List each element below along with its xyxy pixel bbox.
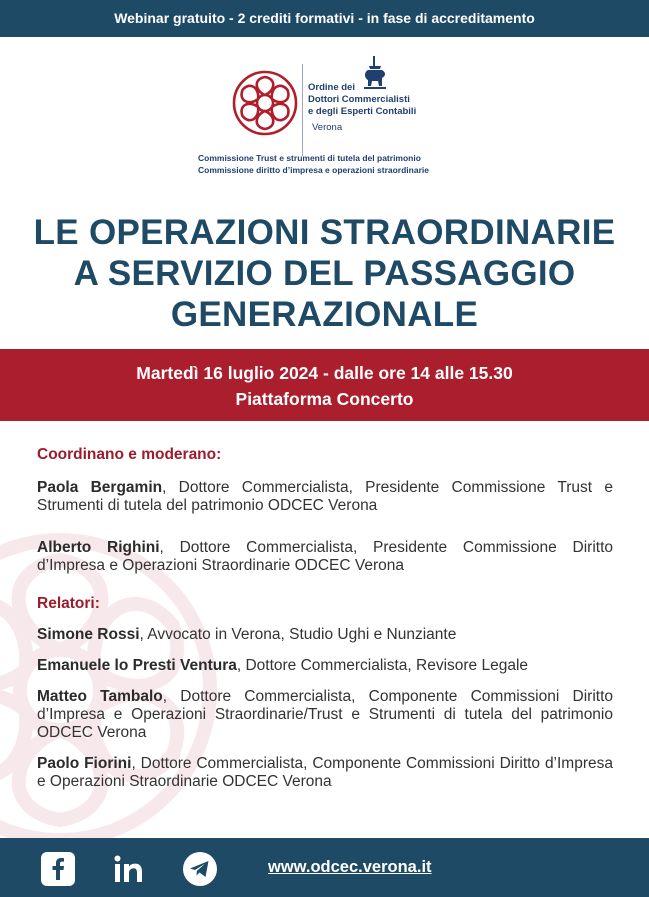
speakers-heading: Relatori:: [37, 595, 100, 612]
commission-line-2: Commissione diritto d’impresa e operazioni straordinarie: [198, 165, 429, 175]
speaker-entry: [37, 657, 613, 675]
commission-line-1: Commissione Trust e strumenti di tutela del patrimonio: [198, 153, 421, 163]
person-role: , Dottore Commercialista, Componente Commissioni Diritto d’Impresa e Operazioni Straordinarie/Trust e Strumenti di tutela del patrimonio ODCEC Verona: [37, 688, 613, 741]
speaker-entry: [37, 626, 613, 644]
person-name: Simone Rossi: [37, 626, 140, 643]
top-banner: [0, 0, 649, 37]
person-name: Emanuele lo Presti Ventura: [37, 657, 237, 674]
title-line-1: LE OPERAZIONI STRAORDINARIE: [33, 213, 616, 252]
speaker-entry: [37, 688, 613, 742]
odcec-rosette-logo-icon: [230, 68, 300, 138]
person-name: Matteo Tambalo: [37, 688, 163, 705]
moderators-heading: Coordinano e moderano:: [37, 446, 222, 463]
org-city: Verona: [312, 122, 343, 133]
event-date: Martedì 16 luglio 2024 - dalle ore 14 alle 15.30: [136, 363, 513, 383]
moderator-entry: [37, 479, 613, 515]
event-details-band: [0, 349, 649, 421]
person-role: , Dottore Commercialista, Presidente Commissione Diritto d’Impresa e Operazioni Straordinarie ODCEC Verona: [37, 539, 614, 574]
banner-text: Webinar gratuito - 2 crediti formativi - in fase di accreditamento: [114, 10, 535, 26]
footer-bar: [0, 838, 649, 897]
speaker-entry: [37, 755, 613, 791]
person-name: Paola Bergamin: [37, 479, 163, 496]
person-name: Alberto Righini: [37, 539, 160, 556]
event-platform: Piattaforma Concerto: [235, 389, 414, 409]
title-line-3: GENERAZIONALE: [170, 295, 479, 334]
moderator-entry: [37, 539, 613, 575]
person-role: , Avvocato in Verona, Studio Ughi e Nunziante: [139, 626, 457, 643]
person-name: Paolo Fiorini: [37, 755, 132, 772]
linkedin-icon[interactable]: [112, 852, 146, 886]
content-section: [37, 446, 613, 791]
logo-divider: [302, 64, 303, 156]
logo-block: [0, 52, 649, 182]
person-role: , Dottore Commercialista, Presidente Commissione Trust e Strumenti di tutela del patrimonio ODCEC Verona: [37, 479, 613, 514]
facebook-icon[interactable]: [41, 852, 75, 886]
person-role: , Dottore Commercialista, Revisore Legale: [236, 657, 529, 674]
org-name-line-2: Dottori Commercialisti: [308, 94, 410, 105]
telegram-icon[interactable]: [183, 852, 217, 886]
lion-crest-icon: [360, 56, 390, 90]
person-role: , Dottore Commercialista, Componente Commissioni Diritto d’Impresa e Operazioni Straordinarie ODCEC Verona: [37, 755, 613, 790]
event-title: [0, 212, 649, 335]
title-line-2: A SERVIZIO DEL PASSAGGIO: [73, 254, 576, 293]
org-name-line-3: e degli Esperti Contabili: [308, 106, 417, 117]
website-link[interactable]: www.odcec.verona.it: [268, 858, 432, 876]
org-name-line-1: Ordine dei: [308, 82, 355, 93]
